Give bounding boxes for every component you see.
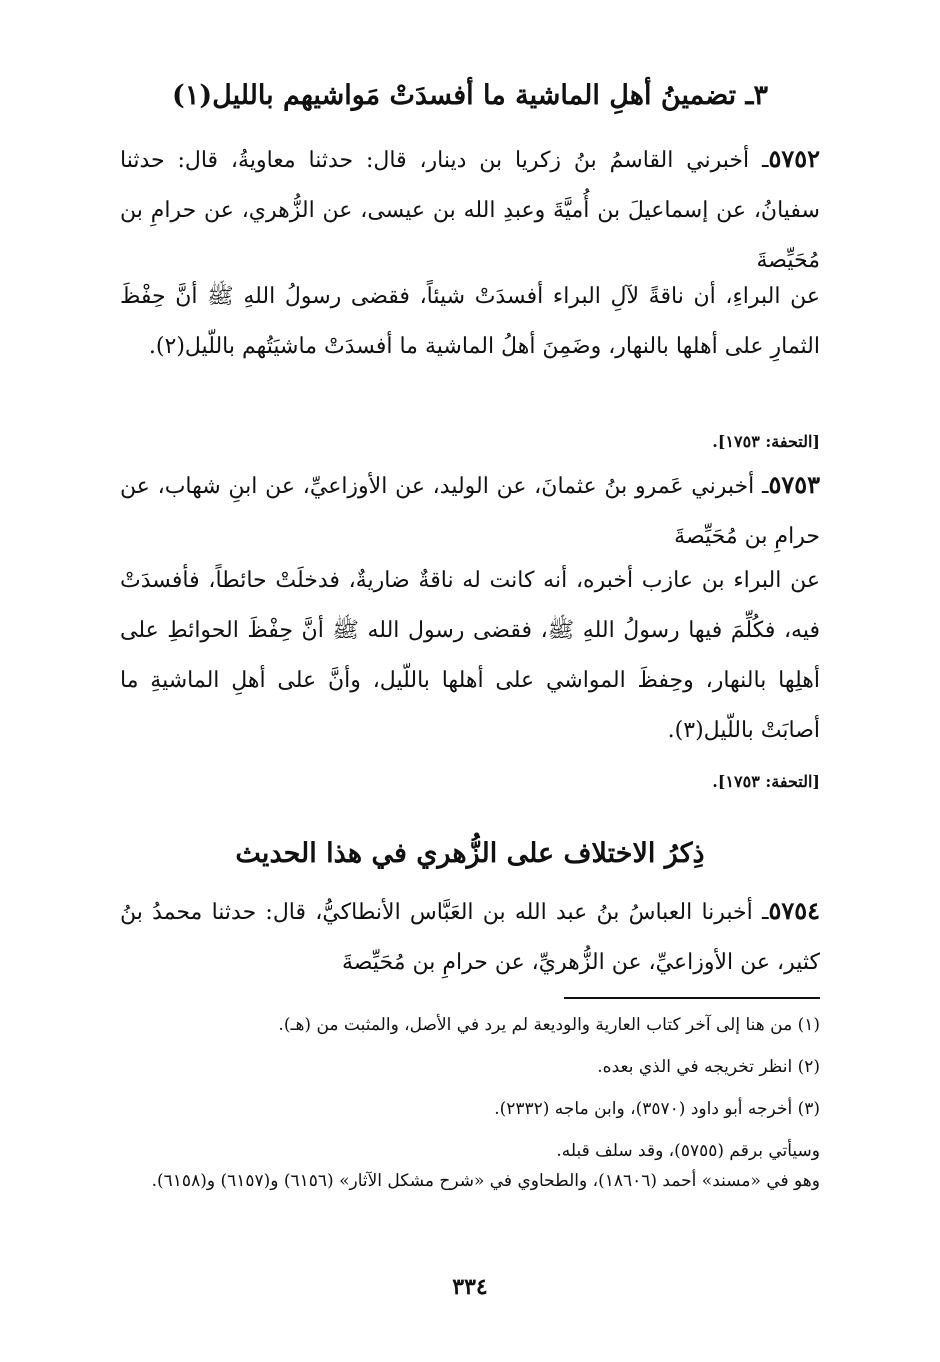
footnote-separator xyxy=(564,997,820,999)
hadith-isnad-text: ـ أخبرني عَمرو بنُ عثمانَ، عن الوليد، عن الأوزاعيِّ، عن ابنِ شهاب، عن حرامِ بن مُحَيِّصةَ xyxy=(120,474,820,549)
section-title: ذِكرُ الاختلاف على الزُّهري في هذا الحديث xyxy=(235,838,705,869)
hadith-isnad-text: ـ أخبرنا العباسُ بنُ عبد الله بن العَبَّاس الأنطاكيُّ، قال: حدثنا محمدُ بنُ كثير، عن الأوزاعيِّ، عن الزُّهريِّ، عن حرامِ بن مُحَيِّصةَ xyxy=(120,900,820,975)
hadith-5753-matn: عن البراء بن عازب أخبره، أنه كانت له ناقةٌ ضاريةٌ، فدخلَتْ حائطاً، فأفسدَتْ فيه، فكُلِّمَ فيها رسولُ اللهِ ﷺ، فقضى رسول الله ﷺ أنَّ حِفْظَ الحوائطِ على أهلِها بالنهار، وحِفظَ المواشي على أهلها باللّيل، وأنَّ على أهلِ الماشيةِ ما أصابَتْ باللّيل(٣). xyxy=(120,568,820,743)
hadith-number: ٥٧٥٤ xyxy=(768,896,820,925)
tuhfa-reference: [التحفة: ١٧٥٣]. xyxy=(712,432,820,451)
page-number: ٣٣٤ xyxy=(452,1274,488,1300)
chapter-title: ٣ـ تضمينُ أهلِ الماشية ما أفسدَتْ مَواشيهم بالليل(١) xyxy=(172,80,768,111)
footnote-1: (١) من هنا إلى آخر كتاب العارية والوديعة لم يرد في الأصل، والمثبت من (هـ). xyxy=(278,1015,820,1035)
hadith-5754-isnad xyxy=(120,886,820,988)
footnote-3-continuation: وهو في «مسند» أحمد (١٨٦٠٦)، والطحاوي في «شرح مشكل الآثار» (٦١٥٦) و(٦١٥٧) و(٦١٥٨). xyxy=(151,1171,820,1191)
hadith-5753-isnad xyxy=(120,460,820,562)
footnote-2: (٢) انظر تخريجه في الذي بعده. xyxy=(597,1057,820,1077)
hadith-5752-matn: عن البراءِ، أن ناقةً لآلِ البراء أفسدَتْ شيئاً، فقضى رسولُ اللهِ ﷺ أنَّ حِفْظَ الثمارِ على أهلها بالنهار، وضَمِنَ أهلُ الماشية ما أفسدَتْ ماشيَتُهم باللّيل(٢). xyxy=(120,284,820,359)
hadith-5752-isnad xyxy=(120,134,820,286)
hadith-number: ٥٧٥٢ xyxy=(768,144,820,173)
tuhfa-reference: [التحفة: ١٧٥٣]. xyxy=(712,772,820,791)
hadith-number: ٥٧٥٣ xyxy=(768,470,820,499)
footnote-3: (٣) أخرجه أبو داود (٣٥٧٠)، وابن ماجه (٢٣٣٢). xyxy=(494,1099,820,1119)
hadith-isnad-text: ـ أخبرني القاسمُ بنُ زكريا بن دينار، قال: حدثنا معاويةُ، قال: حدثنا سفيانُ، عن إسماعيلَ بن أُميَّةَ وعبدِ الله بن عيسى، عن الزُّهري، عن حرامِ بن مُحَيِّصةَ xyxy=(120,148,820,273)
footnote-3-continuation: وسيأتي برقم (٥٧٥٥)، وقد سلف قبله. xyxy=(556,1141,820,1161)
